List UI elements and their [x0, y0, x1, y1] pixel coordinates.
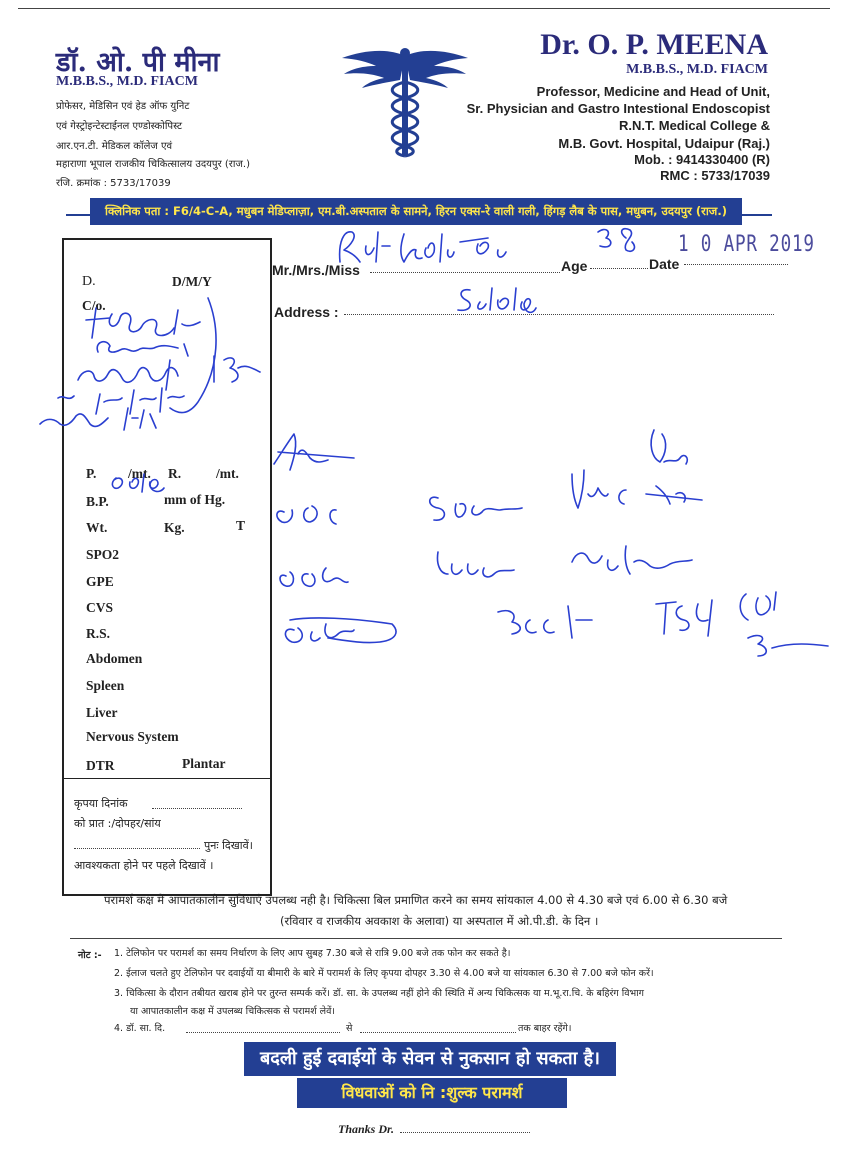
notice-line-1: परामर्श कक्ष में आपातकालीन सुविधाएँ उपलब्ध नही है। चिकित्सा बिल प्रमाणित करने का समय सांयकाल 4.00 से 4.30 बजे एवं 6.00 से 6.30 बजे: [104, 893, 728, 907]
degree-right: M.B.B.S., M.D. FIACM: [626, 62, 768, 77]
mobile-number: Mob. : 9414330400 (R): [634, 152, 770, 167]
hindi-line-1: प्रोफेसर, मेडिसिन एवं हेड ऑफ युनिट: [56, 101, 190, 112]
exam-nervous-system: Nervous System: [86, 729, 179, 744]
exam-rs: R.S.: [86, 626, 111, 641]
resp-label: R.: [168, 466, 182, 481]
doctor-name-english: Dr. O. P. MEENA: [540, 28, 768, 61]
bar-rule-right: [742, 214, 772, 216]
plantar-label: Plantar: [182, 756, 226, 771]
free-consultation-banner: विधवाओं को नि :शुल्क परामर्श: [297, 1078, 567, 1108]
hindi-line-2: एवं गेस्ट्रोइन्टेस्टाईनल एण्डोस्कोपिस्ट: [56, 121, 183, 132]
hindi-line-5: रजि. क्रमांक : 5733/17039: [56, 178, 171, 189]
english-line-2: Sr. Physician and Gastro Intestional Endoscopist: [466, 101, 770, 116]
temp-label: T: [236, 518, 246, 533]
note-4b: से: [346, 1023, 353, 1034]
followup-line-4: आवश्यकता होने पर पहले दिखावें ।: [74, 859, 214, 872]
caduceus-icon: [338, 44, 472, 162]
exam-gpe: GPE: [86, 574, 114, 589]
age-field: [590, 268, 648, 269]
handwritten-bp: [108, 468, 178, 496]
bp-label: B.P.: [86, 494, 109, 509]
degree-left: M.B.B.S., M.D. FIACM: [56, 74, 198, 89]
note-3a: 3. चिकित्सा के दौरान तबीयत खराब होने पर तुरन्त सम्पर्क करें। डॉ. सा. के उपलब्ध नहीं होने की स्थिति में अन्य चिकित्सक या म.भू.रा.चि. के बहिरंग विभाग: [114, 988, 644, 999]
warning-banner: बदली हुई दवाईयों के सेवन से नुकसान हो सकता है।: [244, 1042, 616, 1076]
note-1: 1. टेलिफोन पर परामर्श का समय निर्धारण के लिए आप सुबह 7.30 बजे से रात्रि 9.00 बजे तक फोन कर सकते है।: [114, 948, 511, 959]
date-field: [684, 264, 788, 265]
note-4a: 4. डॉ. सा. दि.: [114, 1023, 166, 1034]
wt-unit: Kg.: [164, 520, 185, 535]
handwritten-patient-name: [330, 222, 530, 272]
rmc-number: RMC : 5733/17039: [660, 168, 770, 183]
notes-prefix: नोट :-: [78, 950, 102, 961]
bar-rule-left: [66, 214, 90, 216]
english-line-4: M.B. Govt. Hospital, Udaipur (Raj.): [558, 136, 770, 151]
notice-line-2: (रविवार व राजकीय अवकाश के अलावा) या अस्पताल में ओ.पी.डी. के दिन ।: [280, 914, 599, 928]
co-label: C/o.: [82, 298, 106, 313]
exam-liver: Liver: [86, 705, 118, 720]
followup-time-field: [74, 848, 200, 849]
notes-divider: [70, 938, 782, 939]
bp-unit: mm of Hg.: [164, 492, 226, 507]
d-label: D.: [82, 274, 96, 289]
resp-unit: /mt.: [216, 466, 239, 481]
exam-spleen: Spleen: [86, 678, 125, 693]
date-label: Date: [649, 256, 680, 272]
age-label: Age: [561, 258, 588, 274]
dmy-label: D/M/Y: [172, 274, 212, 289]
clinic-address-bar: क्लिनिक पता : F6/4-C-A, मधुबन मेडिप्लाज़ा, एम.बी.अस्पताल के सामने, हिरन एक्स-रे वाली गली, हिंगड़ लैब के पास, मधुबन, उदयपुर (राज.): [90, 198, 742, 225]
dtr-label: DTR: [86, 758, 115, 773]
doctor-name-hindi: डॉ. ओ. पी मीना: [56, 47, 220, 78]
handwritten-address: [452, 282, 562, 316]
date-stamp: 1 0 APR 2019: [678, 232, 815, 257]
pulse-label: P.: [86, 466, 97, 481]
followup-line-3: पुनः दिखावें।: [204, 839, 253, 852]
note-4c: तक बाहर रहेंगे।: [518, 1023, 572, 1034]
address-label: Address :: [274, 304, 339, 320]
followup-divider: [64, 778, 270, 779]
note-2: 2. ईलाज चलते हुए टेलिफोन पर दवाईयों या बीमारी के बारे में परामर्श के लिए कृपया दोपहर 3.30 से 4.00 बजे या सांयकाल 6.30 से 7.00 बजे फोन करें।: [114, 968, 654, 979]
exam-abdomen: Abdomen: [86, 651, 143, 666]
note-3b: या आपातकालीन कक्ष में उपलब्ध चिकित्सक से परामर्श लेवें।: [130, 1006, 336, 1017]
thanks-dr-field: [400, 1132, 530, 1133]
patient-name-field: [370, 272, 560, 273]
english-line-3: R.N.T. Medical College &: [619, 118, 770, 133]
handwritten-investigations: [272, 424, 832, 674]
pulse-unit: /mt.: [128, 466, 151, 481]
thanks-label: Thanks Dr.: [338, 1122, 395, 1136]
followup-line-2: को प्रात :/दोपहर/सांय: [74, 817, 161, 830]
exam-spo2: SPO2: [86, 547, 120, 562]
handwritten-age: [592, 224, 652, 254]
hindi-line-4: महाराणा भूपाल राजकीय चिकित्सालय उदयपुर (राज.): [56, 159, 250, 170]
exam-cvs: CVS: [86, 600, 114, 615]
handwritten-history-notes: [38, 298, 278, 438]
note-4-from-field: [186, 1032, 340, 1033]
followup-line-1: कृपया दिनांक: [74, 797, 128, 810]
english-line-1: Professor, Medicine and Head of Unit,: [536, 84, 770, 99]
hindi-line-3: आर.एन.टी. मेडिकल कॉलेज एवं: [56, 141, 173, 152]
top-rule: [18, 8, 830, 9]
wt-label: Wt.: [86, 520, 108, 535]
followup-date-field: [152, 808, 242, 809]
patient-name-label: Mr./Mrs./Miss: [272, 262, 360, 278]
note-4-to-field: [360, 1032, 516, 1033]
